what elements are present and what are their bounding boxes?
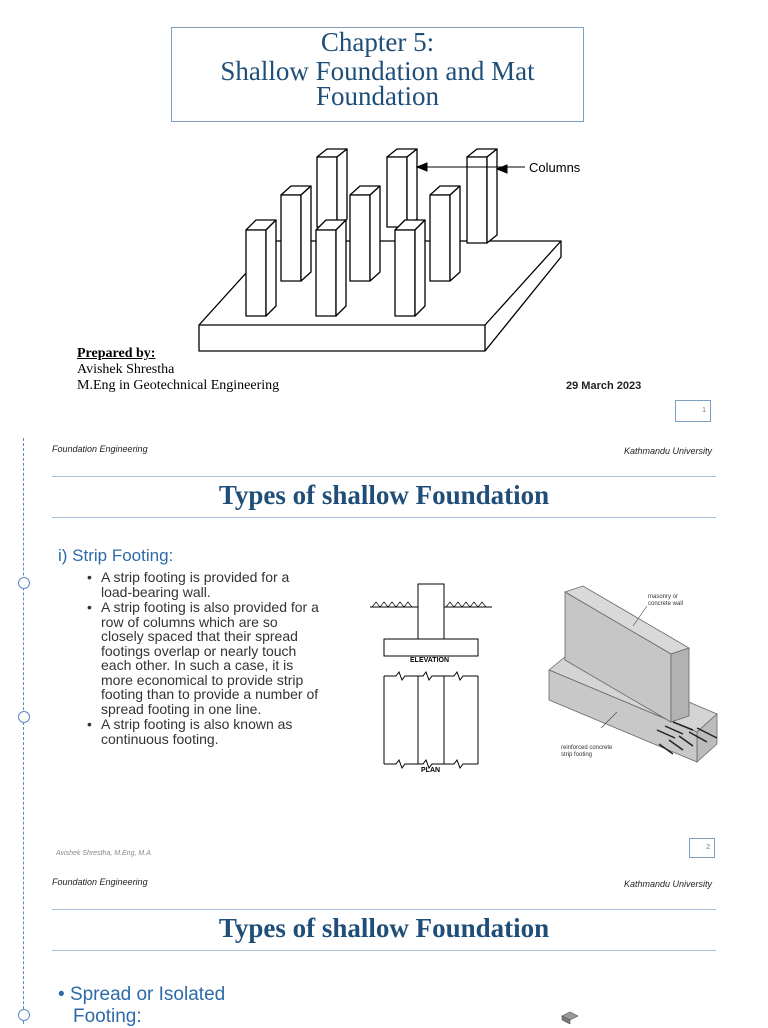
header-course: Foundation Engineering [52, 877, 148, 887]
author-name: Avishek Shrestha [77, 362, 175, 377]
wall-label [648, 594, 683, 608]
footing-label [561, 745, 612, 759]
bullet-item: • A strip footing is provided for a load-bearing wall. [87, 570, 319, 599]
columns-label: Columns [529, 160, 581, 175]
bullet-text: Footing: [73, 1006, 142, 1027]
connector-node [18, 577, 30, 589]
title-rule-top [52, 909, 716, 910]
strip-footing-bullets [87, 570, 319, 747]
header-university: Kathmandu University [623, 879, 712, 889]
page-number: 1 [675, 400, 711, 422]
plan-label: PLAN [421, 767, 441, 774]
slide-title: Types of shallow Foundation [218, 480, 550, 510]
footing-label-line: strip footing [561, 752, 593, 758]
wall-label-line: masonry or [648, 594, 679, 600]
bullet-dot: • [58, 984, 70, 1005]
isolated-footing-figure-partial [560, 1010, 582, 1024]
spread-footing-bullet [58, 984, 225, 1028]
mat-foundation-figure [195, 145, 595, 357]
elevation-label: ELEVATION [410, 657, 450, 664]
title-rule-bottom [52, 950, 716, 951]
header-university: Kathmandu University [623, 446, 712, 456]
bullet-text: Spread or Isolated [69, 984, 226, 1005]
title-line-3: Foundation [315, 81, 439, 111]
author-degree: M.Eng in Geotechnical Engineering [77, 378, 280, 393]
footing-label-line: reinforced concrete [561, 745, 613, 751]
bullet-item: • A strip footing is also provided for a row of columns which are so closely spaced that their spread footings overlap or nearly touch each other. In such a case, it is more economical to provide strip footing than to provide a number of spread footing in one line. [87, 600, 319, 716]
title-rule-bottom [52, 517, 716, 518]
title-rule-top [52, 476, 716, 477]
slide-title: Types of shallow Foundation [218, 913, 550, 943]
wall-strip-footing-3d [547, 582, 721, 770]
presentation-date: 29 March 2023 [566, 380, 642, 392]
connector-node [18, 1009, 30, 1021]
title-line-2: Shallow Foundation and Mat [220, 56, 535, 86]
strip-footing-heading: i) Strip Footing: [58, 546, 174, 565]
page-number: 2 [689, 838, 715, 858]
header-course: Foundation Engineering [52, 444, 148, 454]
slide-footer: Avishek Shrestha, M.Eng, M.A [56, 850, 151, 857]
strip-footing-elevation-plan [366, 580, 506, 780]
title-line-1: Chapter 5: [320, 27, 435, 57]
connector-node [18, 711, 30, 723]
prepared-by-label: Prepared by: [77, 346, 156, 361]
prepared-by-block [77, 346, 279, 394]
wall-label-line: concrete wall [648, 601, 684, 607]
bullet-item: • A strip footing is also known as continuous footing. [87, 717, 319, 746]
chapter-title-box [171, 27, 584, 122]
